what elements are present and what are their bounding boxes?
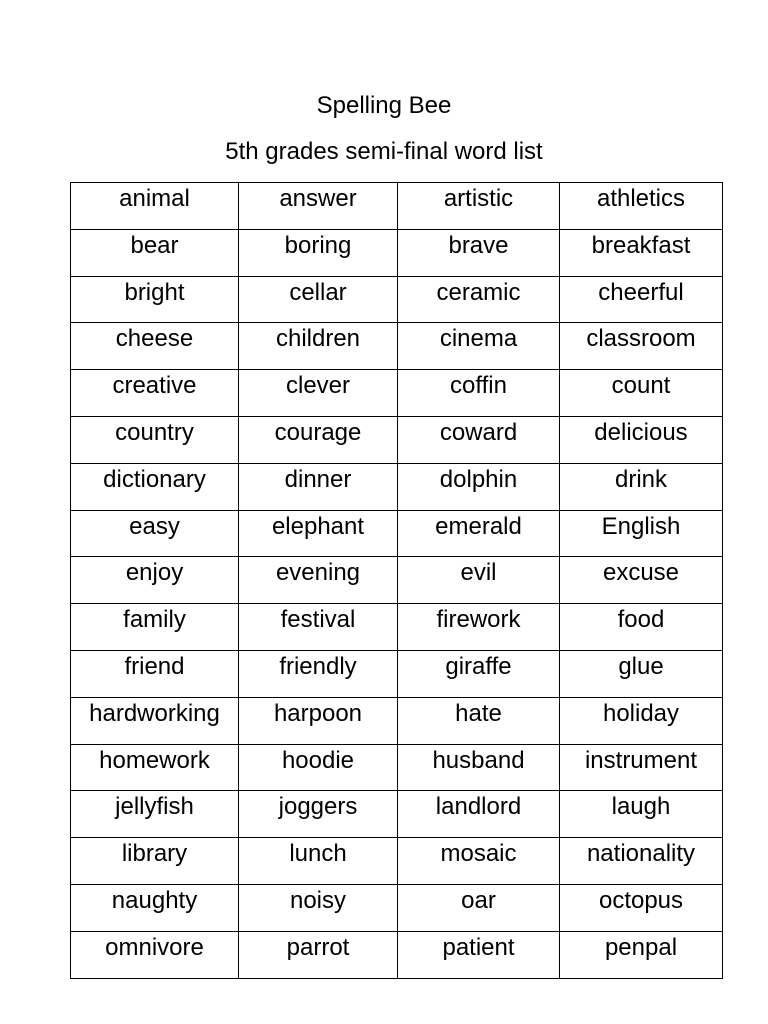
word-cell: excuse xyxy=(560,557,723,604)
word-cell: library xyxy=(71,838,239,885)
word-cell: creative xyxy=(71,370,239,417)
word-cell: emerald xyxy=(398,510,560,557)
word-cell: penpal xyxy=(560,931,723,978)
table-row xyxy=(71,650,723,697)
word-cell: husband xyxy=(398,744,560,791)
word-cell: drink xyxy=(560,463,723,510)
word-cell: lunch xyxy=(239,838,398,885)
word-cell: family xyxy=(71,604,239,651)
word-cell: landlord xyxy=(398,791,560,838)
word-cell: coward xyxy=(398,416,560,463)
word-cell: brave xyxy=(398,229,560,276)
word-cell: ceramic xyxy=(398,276,560,323)
word-cell: parrot xyxy=(239,931,398,978)
word-cell: evil xyxy=(398,557,560,604)
word-cell: patient xyxy=(398,931,560,978)
table-row xyxy=(71,697,723,744)
word-cell: dinner xyxy=(239,463,398,510)
word-cell: harpoon xyxy=(239,697,398,744)
word-cell: hate xyxy=(398,697,560,744)
word-cell: coffin xyxy=(398,370,560,417)
table-row xyxy=(71,791,723,838)
word-cell: cinema xyxy=(398,323,560,370)
word-cell: cellar xyxy=(239,276,398,323)
word-cell: glue xyxy=(560,650,723,697)
word-cell: artistic xyxy=(398,183,560,230)
word-cell: bear xyxy=(71,229,239,276)
word-cell: omnivore xyxy=(71,931,239,978)
word-cell: noisy xyxy=(239,884,398,931)
table-row xyxy=(71,744,723,791)
word-cell: evening xyxy=(239,557,398,604)
word-cell: friendly xyxy=(239,650,398,697)
table-row xyxy=(71,276,723,323)
word-cell: mosaic xyxy=(398,838,560,885)
table-row xyxy=(71,416,723,463)
word-cell: jellyfish xyxy=(71,791,239,838)
word-cell: delicious xyxy=(560,416,723,463)
word-cell: children xyxy=(239,323,398,370)
word-cell: hardworking xyxy=(71,697,239,744)
word-cell: hoodie xyxy=(239,744,398,791)
word-cell: dolphin xyxy=(398,463,560,510)
word-list-body xyxy=(71,183,723,979)
word-cell: instrument xyxy=(560,744,723,791)
word-cell: friend xyxy=(71,650,239,697)
word-cell: bright xyxy=(71,276,239,323)
word-cell: festival xyxy=(239,604,398,651)
word-cell: laugh xyxy=(560,791,723,838)
table-row xyxy=(71,510,723,557)
word-cell: naughty xyxy=(71,884,239,931)
word-list-table xyxy=(70,182,723,979)
table-row xyxy=(71,931,723,978)
word-cell: classroom xyxy=(560,323,723,370)
word-cell: English xyxy=(560,510,723,557)
word-cell: courage xyxy=(239,416,398,463)
table-row xyxy=(71,370,723,417)
word-cell: octopus xyxy=(560,884,723,931)
page-title: Spelling Bee xyxy=(316,92,452,119)
word-cell: cheese xyxy=(71,323,239,370)
word-cell: homework xyxy=(71,744,239,791)
word-cell: joggers xyxy=(239,791,398,838)
table-row xyxy=(71,463,723,510)
word-cell: nationality xyxy=(560,838,723,885)
word-cell: enjoy xyxy=(71,557,239,604)
word-cell: food xyxy=(560,604,723,651)
word-cell: firework xyxy=(398,604,560,651)
word-cell: breakfast xyxy=(560,229,723,276)
word-cell: easy xyxy=(71,510,239,557)
page-subtitle: 5th grades semi-final word list xyxy=(225,138,543,165)
word-cell: elephant xyxy=(239,510,398,557)
word-cell: answer xyxy=(239,183,398,230)
word-cell: boring xyxy=(239,229,398,276)
word-cell: country xyxy=(71,416,239,463)
word-cell: cheerful xyxy=(560,276,723,323)
word-cell: oar xyxy=(398,884,560,931)
table-row xyxy=(71,323,723,370)
table-row xyxy=(71,838,723,885)
word-cell: animal xyxy=(71,183,239,230)
word-cell: count xyxy=(560,370,723,417)
table-row xyxy=(71,229,723,276)
word-cell: clever xyxy=(239,370,398,417)
word-cell: giraffe xyxy=(398,650,560,697)
word-cell: athletics xyxy=(560,183,723,230)
table-row xyxy=(71,604,723,651)
table-row xyxy=(71,884,723,931)
table-row xyxy=(71,557,723,604)
word-cell: dictionary xyxy=(71,463,239,510)
word-cell: holiday xyxy=(560,697,723,744)
table-row xyxy=(71,183,723,230)
